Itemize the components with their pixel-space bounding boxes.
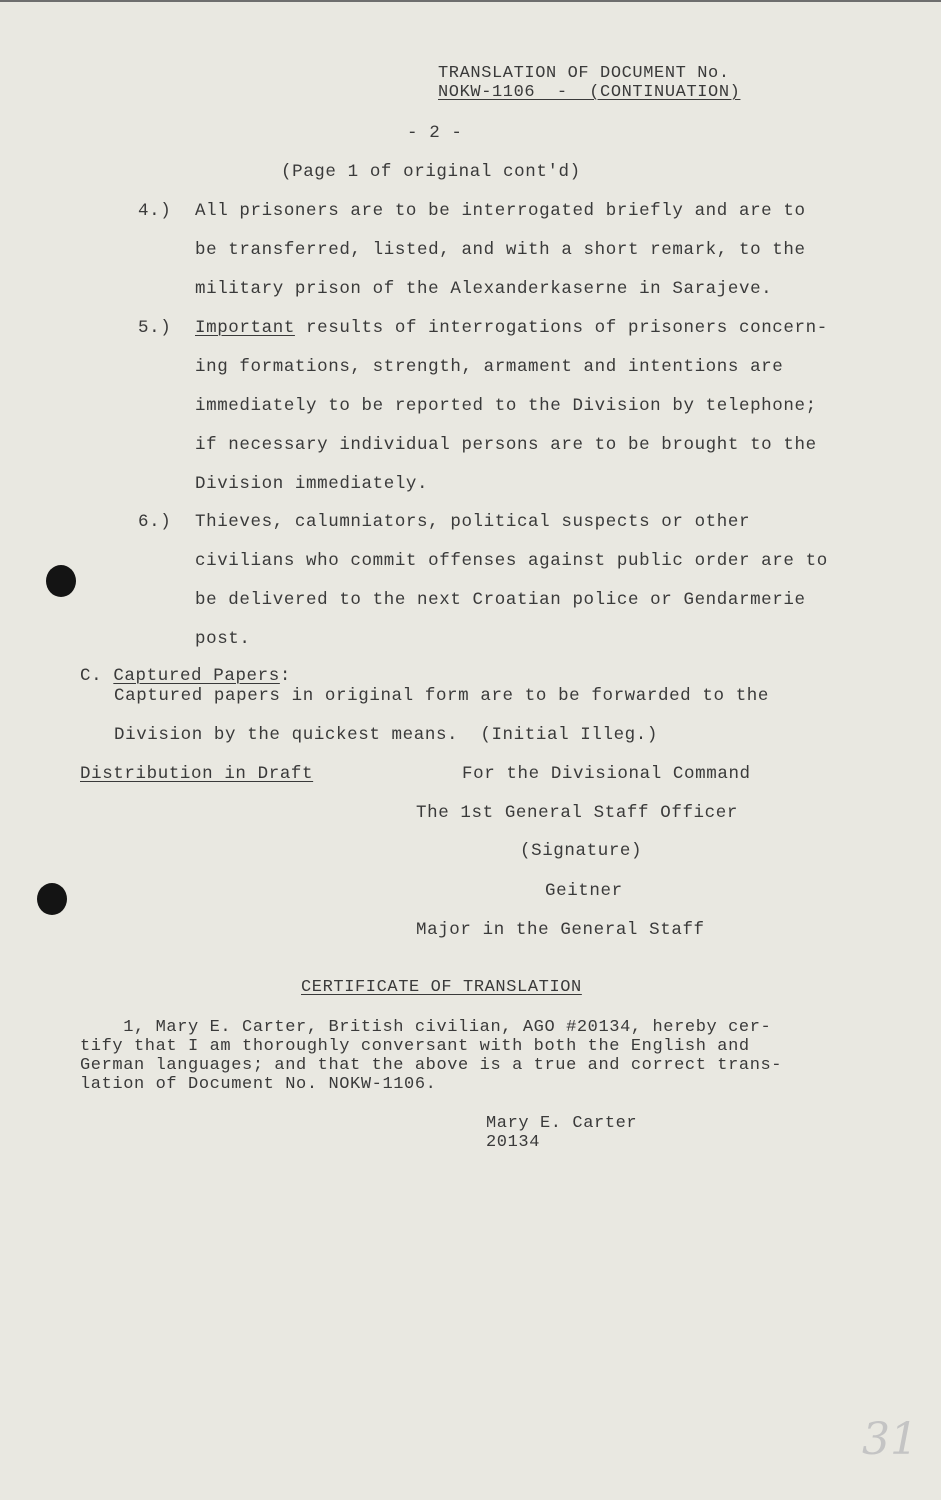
- certificate-signer-number: 20134: [486, 1133, 541, 1152]
- certificate-line: lation of Document No. NOKW-1106.: [80, 1075, 437, 1094]
- item-5-emphasis: Important: [195, 318, 295, 338]
- section-c-line: Captured papers in original form are to be forwarded to the: [114, 686, 770, 706]
- handwritten-page-number: 31: [862, 1414, 918, 1465]
- punch-hole: [37, 883, 67, 915]
- item-4-line: military prison of the Alexanderkaserne in Sarajeve.: [195, 279, 773, 299]
- header-title: TRANSLATION OF DOCUMENT No.: [438, 64, 730, 83]
- signature-line: For the Divisional Command: [462, 764, 751, 784]
- item-5-line: Division immediately.: [195, 474, 429, 494]
- certificate-line: tify that I am thoroughly conversant with both the English and: [80, 1037, 750, 1056]
- signature-line: (Signature): [520, 841, 643, 861]
- item-5-line: immediately to be reported to the Division by telephone;: [195, 396, 817, 416]
- item-5-line: [195, 318, 828, 338]
- certificate-line: 1, Mary E. Carter, British civilian, AGO #20134, hereby cer-: [80, 1018, 772, 1037]
- page-marker: - 2 -: [407, 123, 463, 143]
- signer-name: Geitner: [545, 881, 623, 901]
- certificate-title: CERTIFICATE OF TRANSLATION: [301, 978, 582, 997]
- distribution-note: Distribution in Draft: [80, 764, 314, 784]
- item-5-number: 5.): [138, 318, 172, 338]
- signature-line: The 1st General Staff Officer: [416, 803, 738, 823]
- continuation-note: (Page 1 of original cont'd): [281, 162, 581, 182]
- section-c-title: Captured Papers: [113, 666, 280, 686]
- certificate-line: German languages; and that the above is a true and correct trans-: [80, 1056, 783, 1075]
- item-4-line: be transferred, listed, and with a short remark, to the: [195, 240, 806, 260]
- punch-hole: [46, 565, 76, 597]
- item-6-line: civilians who commit offenses against public order are to: [195, 551, 828, 571]
- item-5-first-line-rest: results of interrogations of prisoners concern-: [294, 318, 828, 338]
- item-4-number: 4.): [138, 201, 172, 221]
- section-c-line: Division by the quickest means. (Initial Illeg.): [114, 725, 658, 745]
- section-c-prefix: C.: [80, 666, 103, 686]
- item-6-line: post.: [195, 629, 251, 649]
- item-6-line: be delivered to the next Croatian police or Gendarmerie: [195, 590, 806, 610]
- item-4-line: All prisoners are to be interrogated briefly and are to: [195, 201, 806, 221]
- section-c-colon: :: [279, 666, 291, 686]
- section-c-heading: [80, 666, 291, 686]
- item-6-number: 6.): [138, 512, 172, 532]
- certificate-signer: Mary E. Carter: [486, 1114, 638, 1133]
- item-5-line: ing formations, strength, armament and intentions are: [195, 357, 784, 377]
- signer-rank: Major in the General Staff: [416, 920, 705, 940]
- header-document-number: NOKW-1106 - (CONTINUATION): [438, 83, 741, 102]
- item-5-line: if necessary individual persons are to be brought to the: [195, 435, 817, 455]
- item-6-line: Thieves, calumniators, political suspects or other: [195, 512, 751, 532]
